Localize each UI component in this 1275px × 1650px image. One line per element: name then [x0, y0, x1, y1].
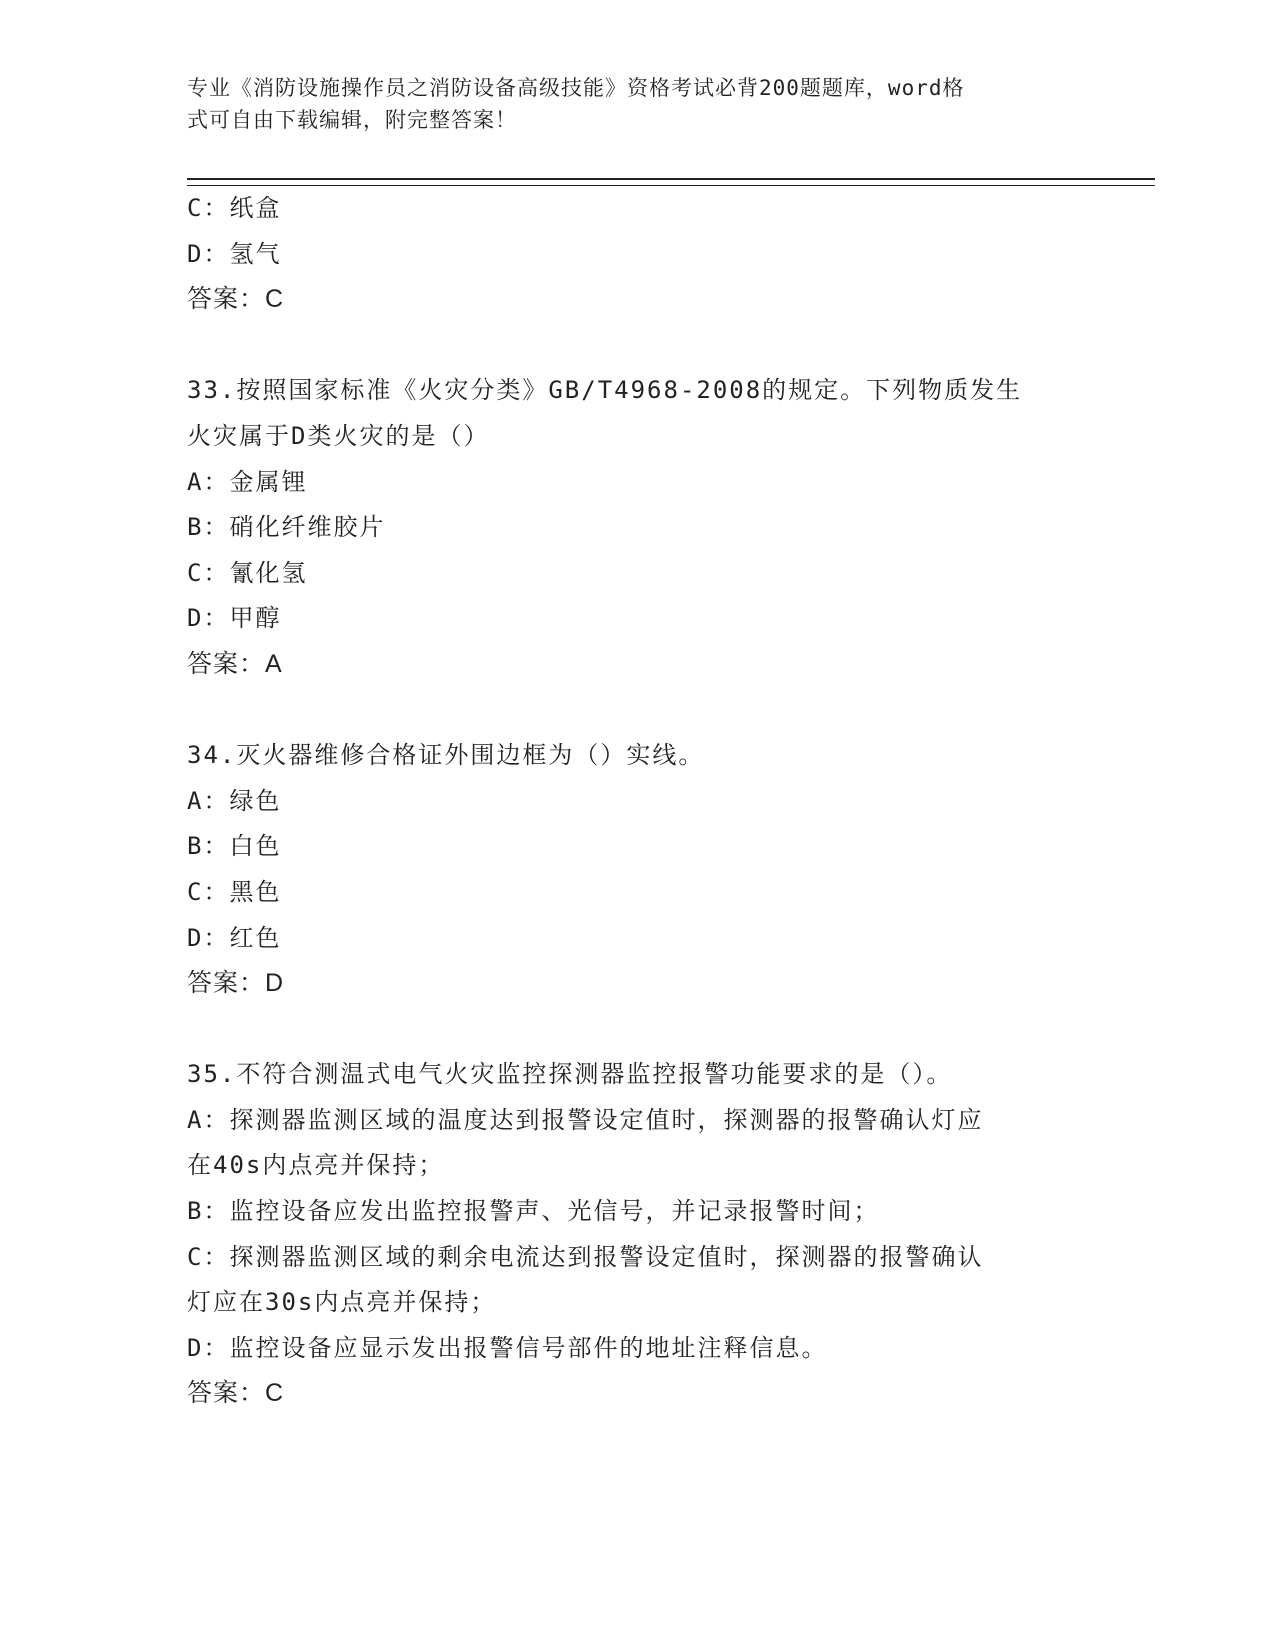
question-stem-line-2: 火灾属于D类火灾的是（） — [187, 421, 490, 450]
answer: 答案：A — [187, 649, 283, 678]
question-33 — [187, 368, 1087, 687]
spacer — [187, 1007, 1087, 1053]
option-a-line-2: 在40s内点亮并保持； — [187, 1151, 445, 1180]
option-b: B：监控设备应发出监控报警声、光信号，并记录报警时间； — [187, 1197, 880, 1226]
option-b: B：白色 — [187, 832, 282, 861]
option-a-line-1: A：探测器监测区域的温度达到报警设定值时，探测器的报警确认灯应 — [187, 1105, 984, 1134]
option-a: A：绿色 — [187, 786, 282, 815]
option-d: D：甲醇 — [187, 604, 282, 633]
previous-question-tail — [187, 186, 1087, 323]
question-34 — [187, 733, 1087, 1007]
option-d: D：氢气 — [187, 239, 282, 268]
answer: 答案：C — [187, 1379, 285, 1408]
option-c: C：纸盒 — [187, 194, 282, 222]
answer: 答案：D — [187, 969, 285, 998]
question-stem-line-1: 35.不符合测温式电气火灾监控探测器监控报警功能要求的是（）。 — [187, 1060, 953, 1089]
option-b: B：硝化纤维胶片 — [187, 513, 386, 542]
page-header — [187, 72, 1087, 136]
header-title-line-2: 式可自由下载编辑，附完整答案！ — [187, 108, 517, 132]
option-a: A：金属锂 — [187, 467, 308, 496]
option-d: D：红色 — [187, 923, 282, 952]
option-c: C：黑色 — [187, 877, 282, 906]
header-divider — [187, 178, 1155, 186]
header-title-line-1: 专业《消防设施操作员之消防设备高级技能》资格考试必背200题题库，word格 — [187, 76, 965, 100]
spacer — [187, 688, 1087, 734]
option-d: D：监控设备应显示发出报警信号部件的地址注释信息。 — [187, 1333, 828, 1362]
question-stem-line-1: 33.按照国家标准《火灾分类》GB/T4968-2008的规定。下列物质发生 — [187, 376, 1023, 405]
question-stem-line-1: 34.灭火器维修合格证外围边框为（）实线。 — [187, 741, 705, 770]
option-c-line-1: C：探测器监测区域的剩余电流达到报警设定值时，探测器的报警确认 — [187, 1242, 984, 1271]
option-c: C：氰化氢 — [187, 558, 308, 587]
option-c-line-2: 灯应在30s内点亮并保持； — [187, 1288, 497, 1317]
question-35 — [187, 1052, 1087, 1417]
answer: 答案：C — [187, 285, 285, 314]
spacer — [187, 323, 1087, 369]
question-list — [187, 186, 1087, 1417]
